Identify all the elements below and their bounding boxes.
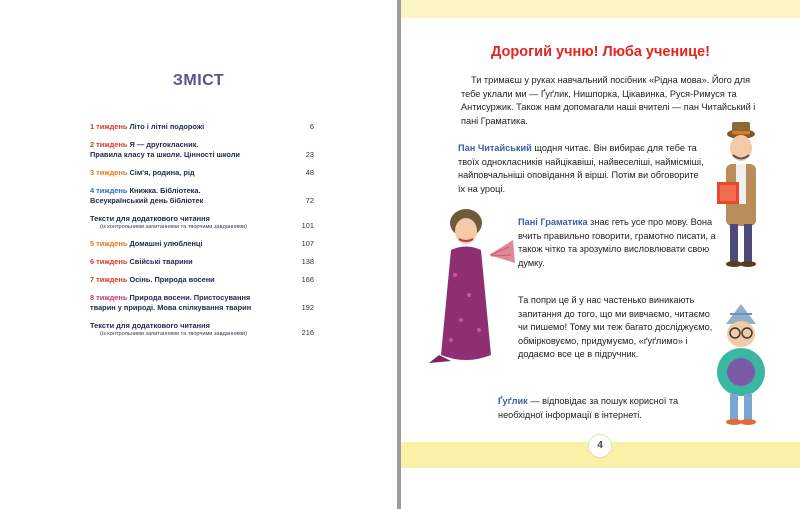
toc-week-label: 3 тиждень [90, 168, 128, 177]
guglyk-paragraph [498, 395, 708, 422]
toc-page-number: 138 [301, 257, 314, 266]
toc-entry-title: Тексти для додаткового читання [90, 321, 210, 330]
page-number: 4 [588, 434, 612, 458]
guglyk-text: — відповідає за пошук корисної та необхідної інформації в інтернеті. [498, 396, 679, 420]
toc-entry [90, 168, 314, 178]
toc-page-number: 101 [301, 221, 314, 230]
toc-entry-title: Книжка. Бібліотека. [129, 186, 201, 195]
right-page [401, 0, 800, 509]
left-page [0, 0, 397, 509]
toc-entry-subtitle: (із контрольними запитаннями та творчими завданнями) [100, 331, 247, 337]
toc-page-number: 6 [309, 122, 314, 131]
toc-entry-line [90, 321, 314, 331]
toc-entry-title: тварин у природі. Мова спілкування тварин [90, 303, 252, 312]
toc-entry-title: Літо і літні подорожі [129, 122, 205, 131]
toc-page-number: 72 [305, 196, 314, 205]
toc-page-number: 23 [305, 150, 314, 159]
toc-week-label: 7 тиждень [90, 275, 128, 284]
toc-entry-line [90, 140, 314, 150]
intro-paragraph: Ти тримаєш у руках навчальний посібник «Рідна мова». Його для тебе уклали ми — Ґуґлик, Нишпорка, Цікавинка, Руся-Римуся та Антисуржик. Також нам допомагали наші вчителі — пан Читайський і пані Граматика. [461, 75, 756, 126]
table-of-contents [90, 122, 314, 346]
toc-entry-line [90, 239, 314, 249]
gramatyka-paragraph [518, 216, 718, 270]
toc-entry-title: Всеукраїнський день бібліотек [90, 196, 204, 205]
gramatyka-text: знає геть усе про мову. Вона вчить правильно говорити, грамотно писати, а також чітко та зрозуміло висловлювати свою думку. [518, 217, 716, 268]
toc-entry-line [90, 257, 314, 267]
toc-entry [90, 321, 314, 338]
guglyk-name: Ґуґлик [498, 396, 528, 406]
toc-entry-line [90, 186, 314, 196]
top-band [401, 0, 800, 18]
toc-entry-title: Свійські тварини [129, 257, 193, 266]
chytaisky-text: щодня читає. Він вибирає для тебе та твоїх однокласників найцікавіші, найвеселіші, наймісміші, найповчальніші оповідання й вірші. Потім ви обговорите їх на уроці. [458, 143, 704, 194]
toc-page-number: 48 [305, 168, 314, 177]
toc-week-label: 6 тиждень [90, 257, 128, 266]
toc-entry-title: Сім'я, родина, рід [129, 168, 195, 177]
toc-page-number: 166 [301, 275, 314, 284]
toc-entry-subtitle: (із контрольними запитаннями та творчими завданнями) [100, 224, 247, 230]
toc-entry [90, 140, 314, 160]
toc-entry-title: Правила класу та школи. Цінності школи [90, 150, 240, 159]
toc-entry-line [90, 122, 314, 132]
toc-page-number: 216 [301, 328, 314, 337]
toc-week-label: 2 тиждень [90, 140, 128, 149]
toc-entry-line [90, 293, 314, 303]
toc-entry [90, 122, 314, 132]
toc-week-label: 4 тиждень [90, 186, 128, 195]
toc-entry [90, 275, 314, 285]
toc-title: ЗМІСТ [172, 72, 225, 89]
guglyk-illustration [706, 302, 776, 432]
toc-entry-title: Тексти для додаткового читання [90, 214, 210, 223]
toc-entry-line [90, 303, 314, 313]
page-title: Дорогий учню! Люба ученице! [491, 44, 710, 60]
toc-entry-title: Я — другокласник. [129, 140, 199, 149]
toc-entry-line [90, 150, 314, 160]
toc-week-label: 5 тиждень [90, 239, 128, 248]
toc-entry-title: Осінь. Природа восени [129, 275, 215, 284]
pan-chytaisky-illustration [706, 120, 776, 270]
toc-entry [90, 239, 314, 249]
toc-entry-title: Природа восени. Пристосування [129, 293, 251, 302]
toc-entry-line [90, 275, 314, 285]
toc-entry-title: Домашні улюбленці [129, 239, 203, 248]
toc-entry [90, 214, 314, 231]
toc-entry-line [90, 168, 314, 178]
toc-entry-line [90, 196, 314, 206]
toc-week-label: 8 тиждень [90, 293, 128, 302]
toc-entry [90, 257, 314, 267]
toc-page-number: 107 [301, 239, 314, 248]
toc-entry [90, 186, 314, 206]
pani-gramatyka-illustration [421, 205, 521, 370]
chytaisky-paragraph [458, 142, 706, 196]
questions-paragraph: Та попри це й у нас частенько виникають запитання до того, що ми вивчаємо, читаємо чи пишемо! Тому ми теж багато досліджуємо, обмірковуємо, придумуємо, «ґуґлимо» і додаємо все це в підручник. [518, 295, 713, 360]
toc-week-label: 1 тиждень [90, 122, 128, 131]
toc-page-number: 192 [301, 303, 314, 312]
toc-entry [90, 293, 314, 313]
gramatyka-name: Пані Граматика [518, 217, 588, 227]
toc-entry-line [90, 214, 314, 224]
chytaisky-name: Пан Читайський [458, 143, 532, 153]
